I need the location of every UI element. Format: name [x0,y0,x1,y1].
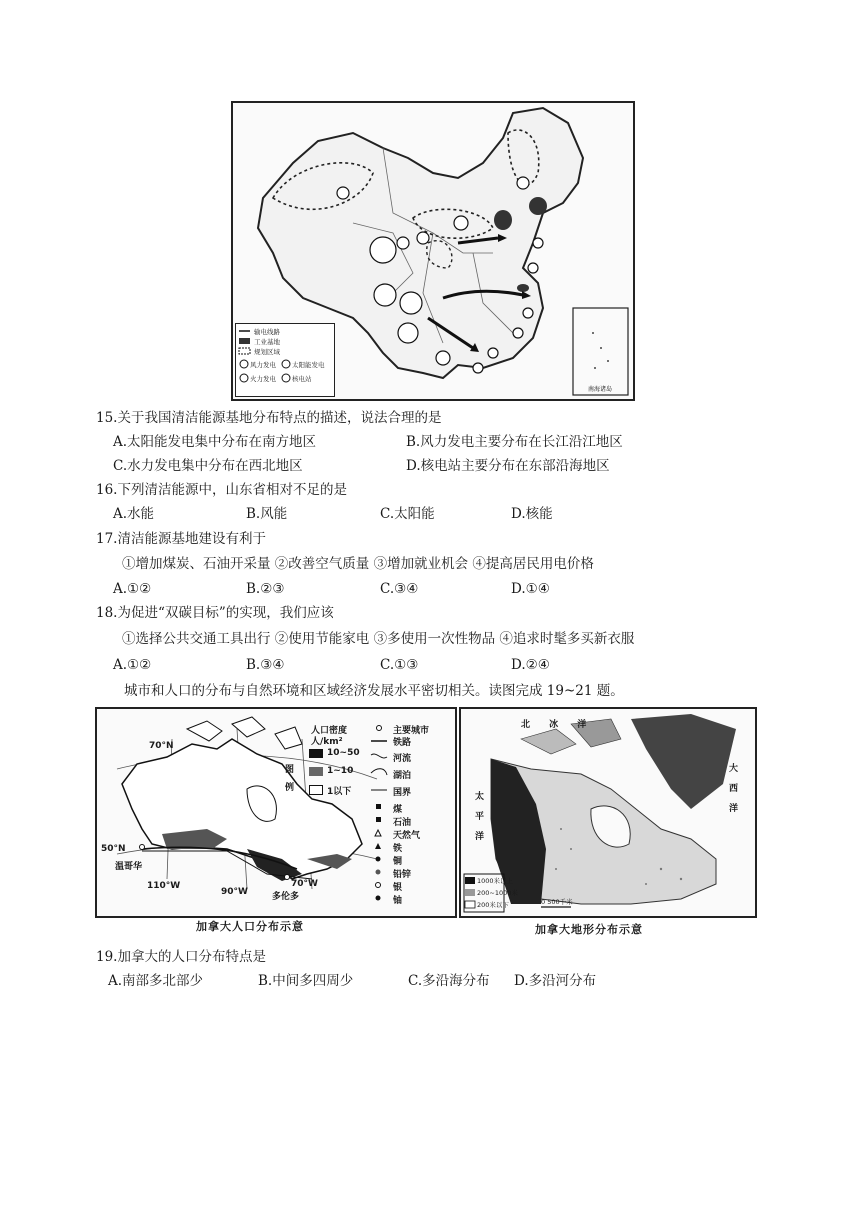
legend-item: 核电站 [292,375,312,383]
legend-title: 人口密度 [311,726,348,736]
q18-option-d: D.②④ [511,657,550,673]
symbol-label: 铁 [393,844,403,854]
q19-option-b: B.中间多四周少 [258,973,354,989]
terrain-legend-mid: 200~1000米 [477,889,518,897]
q19-option-d: D.多沿河分布 [514,973,597,989]
symbol-glyphs [267,723,451,913]
q16-option-c: C.太阳能 [380,506,435,522]
legend-item: 规划区域 [254,348,280,356]
symbol-label: 湖泊 [393,771,412,781]
canada-pop-caption: 加拿大人口分布示意 [196,920,304,933]
scale-bar-label: 0 500千米 [541,898,573,906]
city-label-1: 温哥华 [115,862,143,872]
q15-option-c: C.水力发电集中分布在西北地区 [113,458,303,474]
question-stem-15: 15.关于我国清洁能源基地分布特点的描述，说法合理的是 [96,410,442,426]
q16-option-a: A.水能 [113,506,155,522]
symbol-label: 天然气 [393,831,421,841]
city-label-2: 多伦多 [272,892,300,902]
symbol-label: 石油 [393,818,412,828]
canada-population-map [95,707,457,918]
q17-option-d: D.①④ [511,581,550,597]
terrain-legend-low: 200米以下 [477,901,509,909]
q18-option-b: B.③④ [246,657,285,673]
canada-terrain-caption: 加拿大地形分布示意 [535,923,643,936]
q15-option-d: D.核电站主要分布在东部沿海地区 [406,458,610,474]
q17-items: ①增加煤炭、石油开采量 ②改善空气质量 ③增加就业机会 ④提高居民用电价格 [122,556,594,572]
q18-option-a: A.①② [113,657,152,673]
symbol-label: 国界 [393,788,412,798]
question-stem-17: 17.清洁能源基地建设有利于 [96,531,266,547]
legend-item: 火力发电 [250,375,276,383]
density-level: 1以下 [327,787,352,797]
lat-70-label: 70°N [149,741,174,751]
question-stem-16: 16.下列清洁能源中，山东省相对不足的是 [96,482,347,498]
china-energy-map [231,101,635,401]
lon-90-label: 90°W [221,887,248,897]
q17-option-c: C.③④ [380,581,419,597]
china-map-legend [235,323,335,397]
symbol-label: 铀 [393,896,403,906]
canada-terrain-map [459,707,757,918]
terrain-legend-high: 1000米以上 [477,877,514,885]
legend-item: 太阳能发电 [292,361,325,369]
ocean-right: 大 西 洋 [729,764,739,814]
density-level: 1~10 [327,766,354,776]
ocean-left: 太 平 洋 [475,792,485,842]
lon-110-label: 110°W [147,881,181,891]
q18-items: ①选择公共交通工具出行 ②使用节能家电 ③多使用一次性物品 ④追求时髦多买新衣服 [122,631,635,647]
q18-option-c: C.①③ [380,657,419,673]
canada-pop-legend [267,723,451,913]
lat-50-label: 50°N [101,844,126,854]
ocean-top: 北 冰 洋 [521,720,595,730]
legend-item: 风力发电 [250,361,276,369]
q16-option-b: B.风能 [246,506,288,522]
intro-text: 城市和人口的分布与自然环境和区域经济发展水平密切相关。读图完成 19~21 题。 [124,683,624,699]
legend-heading: 图例 [285,765,295,793]
legend-item: 输电线路 [254,328,280,336]
inset-label: 南海诸岛 [588,386,613,393]
legend-unit: 人/km² [311,737,343,747]
q15-option-a: A.太阳能发电集中分布在南方地区 [113,434,317,450]
question-stem-18: 18.为促进“双碳目标”的实现，我们应该 [96,605,334,621]
q17-option-a: A.①② [113,581,152,597]
q19-option-a: A.南部多北部少 [108,973,204,989]
symbol-label: 银 [393,883,403,893]
q15-option-b: B.风力发电主要分布在长江沿江地区 [406,434,623,450]
symbol-label: 主要城市 [393,726,430,736]
symbol-label: 铅锌 [393,870,412,880]
q19-option-c: C.多沿海分布 [408,973,490,989]
symbol-label: 铁路 [393,738,412,748]
lon-70-label: 70°W [291,879,318,889]
symbol-label: 铜 [393,857,403,867]
legend-item: 工业基地 [254,338,280,346]
q17-option-b: B.②③ [246,581,285,597]
question-stem-19: 19.加拿大的人口分布特点是 [96,949,266,965]
density-level: 10~50 [327,748,360,758]
q16-option-d: D.核能 [511,506,553,522]
symbol-label: 煤 [393,805,403,815]
symbol-label: 河流 [393,754,412,764]
